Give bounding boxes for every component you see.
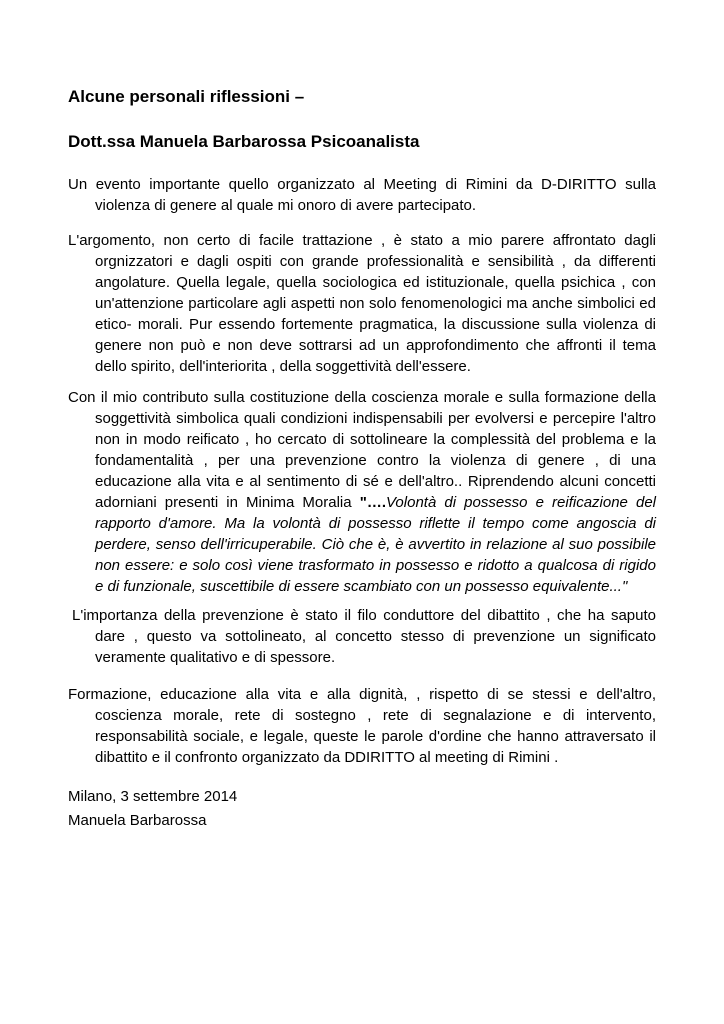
dateline: Milano, 3 settembre 2014 bbox=[68, 788, 238, 805]
signature: Manuela Barbarossa bbox=[68, 812, 207, 829]
paragraph-text: L'argomento, non certo di facile trattazione , è stato a mio parere affrontato dagli orgnizzatori e dagli ospiti con grande professionalità e sensibilità , da differenti angolature. Quella legale, quella sociologica ed istituzionale, quella psichica , con un'attenzione particolare agli aspetti non solo fenomenologici ma anche simbolici ed etico- morali. Pur essendo fortemente pragmatica, la discussione sulla violenza di genere non può e non deve sottrarsi ad un approfondimento che affronti il tema dello spirito, dell'interiorita , della soggettività dell'essere. bbox=[68, 232, 656, 375]
document-title: Alcune personali riflessioni – bbox=[68, 87, 305, 106]
document-author-heading: Dott.ssa Manuela Barbarossa Psicoanalista bbox=[68, 132, 420, 151]
paragraph-event-intro bbox=[68, 174, 656, 216]
paragraph-text: L'importanza della prevenzione è stato il filo conduttore del dibattito , che ha saputo dare , questo va sottolineato, al concetto stesso di prevenzione un significato veramente qualitativo e di spessore. bbox=[72, 607, 656, 666]
paragraph-argomento bbox=[68, 230, 656, 377]
quote-open-mark: "…. bbox=[359, 494, 386, 511]
paragraph-text: Con il mio contributo sulla costituzione della coscienza morale e sulla formazione della soggettività simbolica quali condizioni indispensabili per evolversi e percepire l'altro non in modo reificato , ho cercato di sottolineare la complessità del problema e la fondamentalità , per una prevenzione contro la violenza di genere , di una educazione alla vita e al sentimento di sé e dell'altro.. Riprendendo alcuni concetti adorniani presenti in Minima Moralia bbox=[68, 389, 656, 511]
adorno-quote-text: Volontà di possesso e reificazione del rapporto d'amore. Ma la volontà di possesso riflette il tempo come angoscia di perdere, senso dell'irricuperabile. Ciò che è, è avvertito in relazione al suo possibile non essere: e solo così viene trasformato in possesso e ridotto a qualcosa di rigido e di funzionale, suscettibile di essere scambiato con un possesso equivalente..." bbox=[95, 494, 656, 595]
paragraph-text: Un evento importante quello organizzato al Meeting di Rimini da D-DIRITTO sulla violenza di genere al quale mi onoro di avere partecipato. bbox=[68, 176, 656, 214]
paragraph-prevenzione bbox=[68, 605, 656, 668]
paragraph-formazione bbox=[68, 684, 656, 768]
paragraph-text: Formazione, educazione alla vita e alla dignità, , rispetto di se stessi e dell'altro, coscienza morale, rete di sostegno , rete di segnalazione e di intervento, responsabilità sociale, e legale, queste le parole d'ordine che hanno attraversato il dibattito e il confronto organizzato da DDIRITTO al meeting di Rimini . bbox=[68, 686, 656, 766]
paragraph-contributo-quote bbox=[68, 387, 656, 597]
